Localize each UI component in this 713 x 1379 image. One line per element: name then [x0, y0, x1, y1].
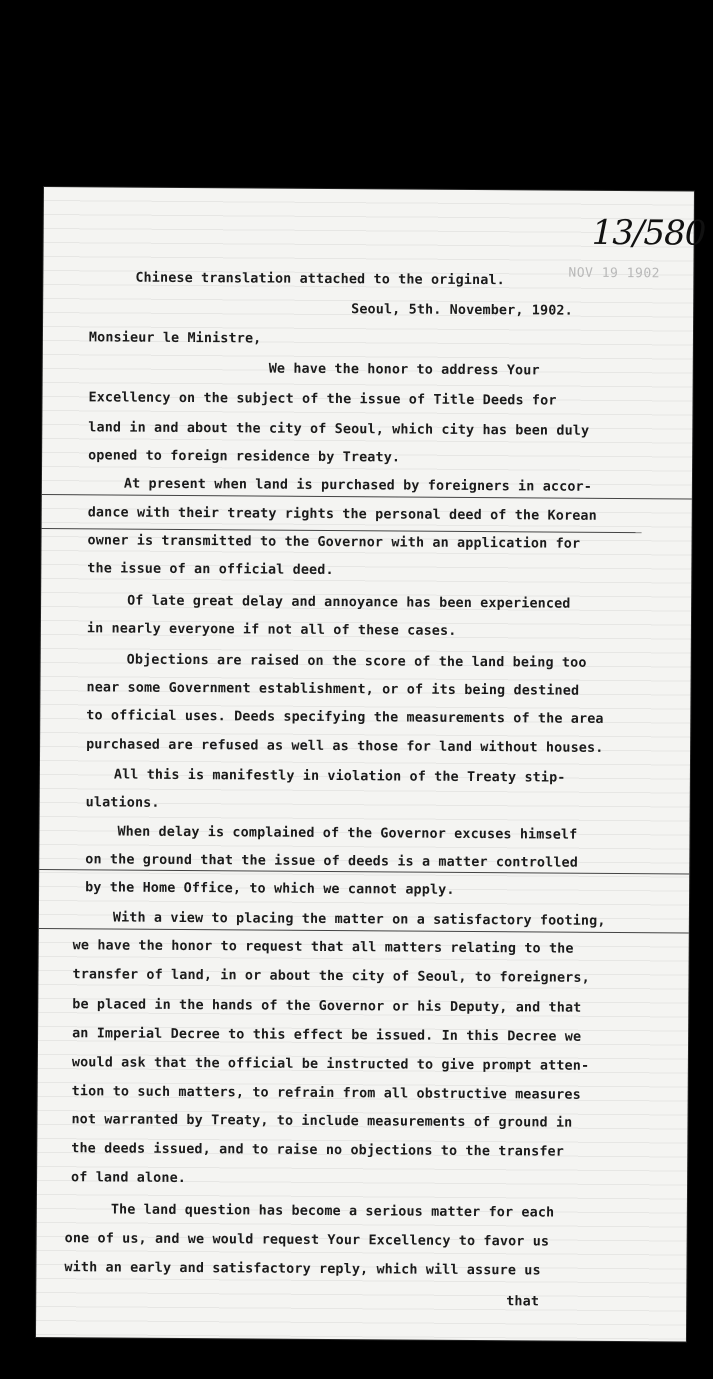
body-line: would ask that the official be instructed to give prompt atten-	[71, 1055, 590, 1074]
body-line: Excellency on the subject of the issue of Title Deeds for	[88, 390, 557, 409]
body-line: land in and about the city of Seoul, which city has been duly	[88, 420, 590, 439]
body-line: When delay is complained of the Governor excuses himself	[117, 824, 578, 843]
body-line: The land question has become a serious matter for each	[110, 1202, 555, 1221]
body-line: Of late great delay and annoyance has been experienced	[127, 593, 571, 612]
body-line: near some Government establishment, or of its being destined	[86, 680, 580, 699]
body-line: opened to foreign residence by Treaty.	[88, 448, 401, 466]
ruled-line	[42, 494, 692, 500]
body-line: the issue of an official deed.	[87, 561, 334, 579]
body-line: At present when land is purchased by foreigners in accor-	[123, 476, 593, 495]
body-line: we have the honor to request that all matters relating to the	[72, 938, 574, 957]
translation-note: Chinese translation attached to the original.	[135, 270, 505, 289]
body-line: dance with their treaty rights the personal deed of the Korean	[87, 505, 597, 524]
body-line: Objections are raised on the score of the land being too	[126, 652, 587, 671]
body-line: one of us, and we would request Your Excellency to favor us	[64, 1231, 550, 1250]
body-line: the deeds issued, and to raise no objections to the transfer	[71, 1141, 565, 1160]
letter-page	[36, 187, 706, 1342]
body-line: be placed in the hands of the Governor or his Deputy, and that	[72, 997, 582, 1016]
dateline: Seoul, 5th. November, 1902.	[351, 302, 573, 319]
body-line: of land alone.	[71, 1170, 187, 1187]
body-line: purchased are refused as well as those for land without houses.	[86, 737, 604, 756]
body-line: tion to such matters, to refrain from all obstructive measures	[71, 1084, 581, 1103]
body-line: with an early and satisfactory reply, which will assure us	[64, 1260, 541, 1279]
body-line: transfer of land, in or about the city of Seoul, to foreigners,	[72, 967, 590, 986]
ruled-line	[39, 869, 689, 875]
body-line: not warranted by Treaty, to include measurements of ground in	[71, 1112, 573, 1131]
body-line: owner is transmitted to the Governor with an application for	[87, 533, 581, 552]
catchword: that	[506, 1294, 540, 1310]
body-line: by the Home Office, to which we cannot apply.	[85, 880, 455, 898]
body-line: We have the honor to address Your	[268, 361, 540, 379]
body-line: an Imperial Decree to this effect be issued. In this Decree we	[72, 1026, 582, 1045]
body-line: With a view to placing the matter on a satisfactory footing,	[112, 910, 606, 929]
salutation: Monsieur le Ministre,	[88, 330, 262, 347]
folio-mark: 13/580	[591, 212, 706, 254]
body-line: to official uses. Deeds specifying the measurements of the area	[86, 708, 604, 727]
body-line: on the ground that the issue of deeds is a matter controlled	[85, 852, 579, 871]
body-line: All this is manifestly in violation of the Treaty stip-	[113, 767, 566, 786]
ruled-line	[42, 528, 642, 533]
body-line: in nearly everyone if not all of these cases.	[86, 621, 457, 639]
body-line: ulations.	[85, 795, 160, 811]
received-stamp: NOV 19 1902	[568, 265, 661, 282]
